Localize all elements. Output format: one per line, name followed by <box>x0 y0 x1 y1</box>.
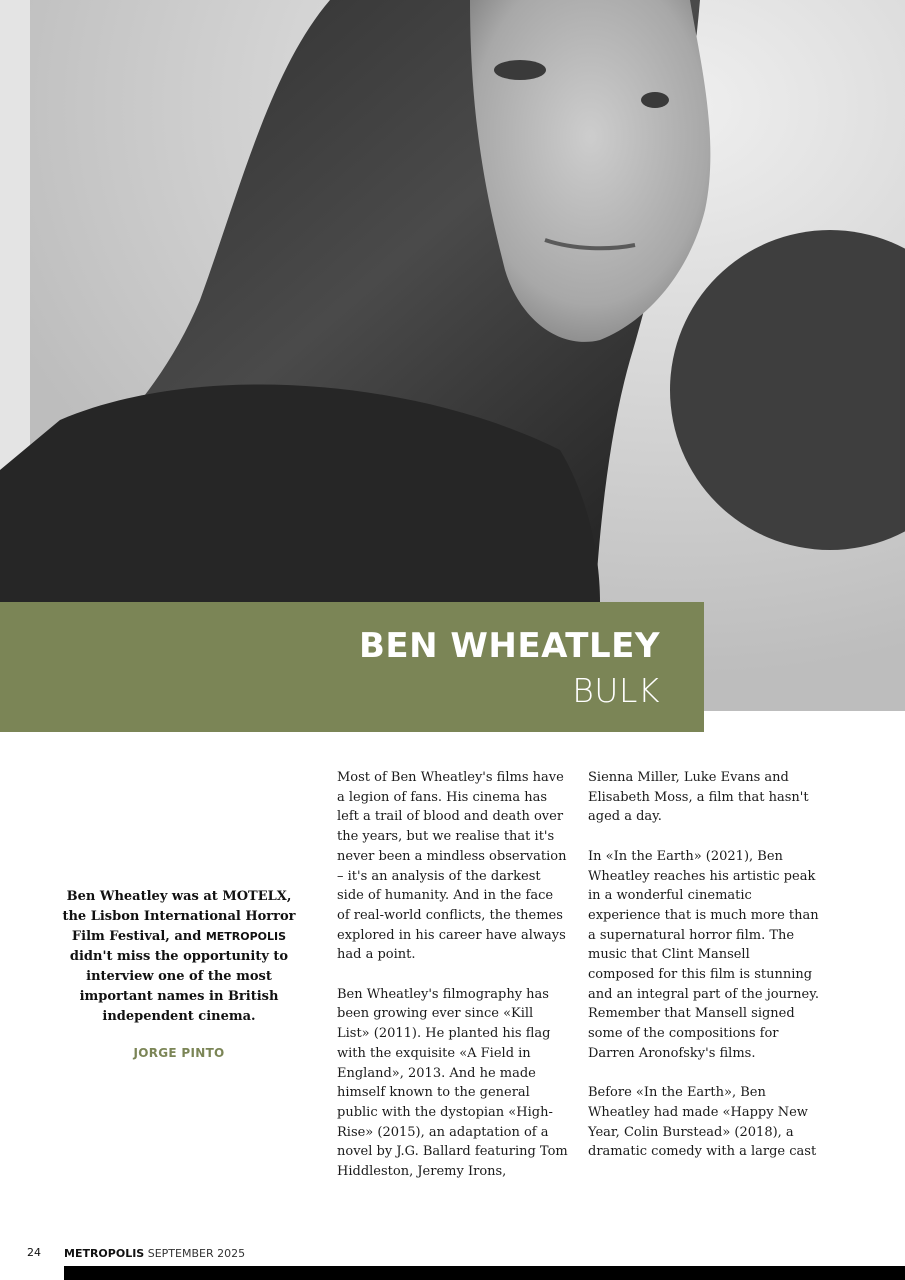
article-subtitle: BULK <box>572 671 660 710</box>
lead-text-1: Ben Wheatley was at MOTELX, the Lisbon International Horror Film Festival, and <box>62 889 296 944</box>
footer-publication <box>64 1247 245 1260</box>
footer-magazine: METROPOLIS <box>64 1247 145 1260</box>
title-band <box>0 602 704 732</box>
body-paragraph: Before «In the Earth», Ben Wheatley had made «Happy New Year, Colin Burstead» (2018), a dramatic comedy with a large cast <box>588 1085 817 1160</box>
article-title: BEN WHEATLEY <box>359 626 660 666</box>
body-paragraph: Sienna Miller, Luke Evans and Elisabeth Moss, a film that hasn't aged a day. <box>588 770 809 825</box>
body-paragraph: Ben Wheatley's filmography has been growing ever since «Kill List» (2011). He planted his flag with the exquisite «A Field in England», 2013. And he made himself known to the general public with the dystopian «High-Rise» (2015), an adaptation of a novel by J.G. Ballard featuring Tom Hiddleston, Jeremy Irons, <box>337 986 568 1180</box>
body-paragraph: Most of Ben Wheatley's films have a legion of fans. His cinema has left a trail of blood and death over the years, but we realise that it's never been a mindless observation – it's an analysis of the darkest side of humanity. And in the face of real-world conflicts, the themes explored in his career have always had a point. <box>337 770 567 963</box>
author-byline: JORGE PINTO <box>133 1046 225 1060</box>
body-column-1 <box>337 768 569 1182</box>
page-number: 24 <box>27 1246 41 1259</box>
lead-brand: METROPOLIS <box>205 930 287 943</box>
article-lead <box>60 887 298 1027</box>
body-paragraph: In «In the Earth» (2021), Ben Wheatley reaches his artistic peak in a wonderful cinematic experience that is much more than a supernatural horror film. The music that Clint Mansell composed for this film is stunning and an integral part of the journey. Remember that Mansell signed some of the compositions for Darren Aronofsky's films. <box>588 848 819 1061</box>
lead-text-2: didn't miss the opportunity to interview one of the most important names in British independent cinema. <box>69 949 289 1024</box>
footer-rule <box>64 1266 905 1280</box>
body-column-2 <box>588 768 820 1162</box>
footer-issue: SEPTEMBER 2025 <box>147 1247 246 1260</box>
